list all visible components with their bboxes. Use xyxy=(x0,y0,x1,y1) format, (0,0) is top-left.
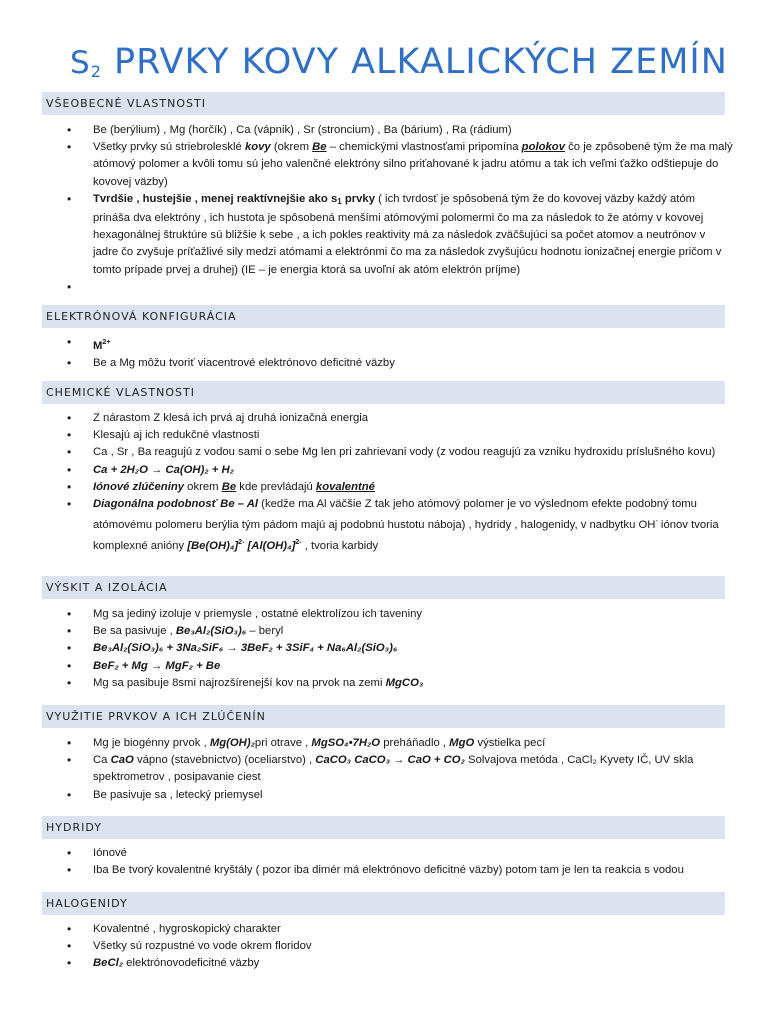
list-item-empty xyxy=(0,279,733,296)
section-list-halogenidy xyxy=(0,921,733,973)
list-item: • Klesajú aj ich redukčné vlastnosti xyxy=(0,427,733,444)
section-list-hydridy xyxy=(0,845,753,879)
title-text: PRVKY KOVY ALKALICKÝCH ZEMÍN xyxy=(114,42,728,82)
section-heading-vyskyt: VÝSKIT A IZOLÁCIA xyxy=(42,576,725,599)
section-heading-hydridy: HYDRIDY xyxy=(42,816,725,839)
page-title xyxy=(70,40,750,94)
list-item: • Ca CaO vápno (stavebnictvo) (oceliarstvo) , CaCO₃ CaCO₃ → CaO + CO₂ Solvajova metóda , CaCl₂ Kyvety IČ, UV skla spektrometrov , posipavanie ciest xyxy=(0,752,733,786)
list-item: • Mg sa jediný izoluje v priemysle , ostatné elektrolízou ich taveniny xyxy=(0,606,733,623)
list-item: • Be pasivuje sa , letecký priemysel xyxy=(0,787,733,804)
list-item: • Diagonálna podobnosť Be – Al (kedže ma Al väčšie Z tak jeho atómový polomer je vo výslednom efekte podobný tomu atómovému polomeru berýlia tým pádom majú aj podobnú hustotu náboja) , hydridy , halogenidy, v nadbytku OH- iónov tvoria komplexné anióny $[Be(OH)_4]^{2-}$ $[Al(OH)_4]^{2-}$ , tvoria karbidy xyxy=(0,496,733,556)
list-item: • Iónové xyxy=(0,845,733,862)
list-item: • Iónové zlúčeniny okrem Be kde prevládajú kovalentné xyxy=(0,479,733,496)
section-list-vyskyt xyxy=(0,606,733,692)
list-item: • Ca + 2H₂O → Ca(OH)₂ + H₂ xyxy=(0,462,733,479)
section-heading-vyuzitie: VYUŽITIE PRVKOV A ICH ZLÚČENÍN xyxy=(42,705,725,728)
list-item: • Iba Be tvorý kovalentné kryštály ( pozor iba dimér má elektrónovo deficitné väzby) potom tam je len ta reakcia s vodou xyxy=(0,862,753,879)
list-item: • Všetky sú rozpustné vo vode okrem floridov xyxy=(0,938,733,955)
list-item: • Mg je biogénny prvok , Mg(OH)₂pri otrave , MgSO₄•7H₂O preháňadlo , MgO výstielka pecí xyxy=(0,735,733,752)
list-item: • Be sa pasivuje , Be₃Al₂(SiO₃)₆ – beryl xyxy=(0,623,733,640)
section-heading-vseobecne: VŠEOBECNÉ VLASTNOSTI xyxy=(42,92,725,115)
list-item: • $M^{2+}$ xyxy=(0,334,733,355)
title-prefix: $S_2$ xyxy=(70,45,102,81)
section-heading-chemicke: CHEMICKÉ VLASTNOSTI xyxy=(42,381,725,404)
section-list-chemicke xyxy=(0,410,733,556)
section-list-vyuzitie xyxy=(0,735,733,804)
list-item: • BeF₂ + Mg → MgF₂ + Be xyxy=(0,658,733,675)
list-item: • Be a Mg môžu tvoriť viacentrové elektrónovo deficitné väzby xyxy=(0,355,733,372)
list-item: • Be (berýlium) , Mg (horčík) , Ca (vápnik) , Sr (stroncium) , Ba (bárium) , Ra (rádium) xyxy=(0,122,733,139)
list-item: • Be₃Al₂(SiO₃)₆ + 3Na₂SiF₆ → 3BeF₂ + 3SiF₄ + Na₆Al₂(SiO₃)₆ xyxy=(0,640,733,657)
list-item: • Kovalentné , hygroskopický charakter xyxy=(0,921,733,938)
section-list-elektronova xyxy=(0,334,733,372)
list-item: • BeCl₂ elektrónovodeficitné väzby xyxy=(0,955,733,972)
list-item: • Mg sa pasibuje 8smi najrozšírenejší kov na prvok na zemi MgCO₃ xyxy=(0,675,733,692)
list-item: • Ca , Sr , Ba reagujú z vodou sami o sebe Mg len pri zahrievani vody (z vodou reagujú za vzniku hydroxidu príslušného kovu) xyxy=(0,444,733,461)
list-item: • Z nárastom Z klesá ich prvá aj druhá ionizačná energia xyxy=(0,410,733,427)
section-heading-halogenidy: HALOGENIDY xyxy=(42,892,725,915)
list-item: • Tvrdšie , hustejšie , menej reaktívnejšie ako $s_1$ prvky ( ich tvrdosť je spôsobená tým že do kovovej väzby každý atóm prináša dva elektróny , ich hustota je spôsobená menšími atómovými polomermi čo ma za následok to že atómy v kovovej hexagonálnej štruktúre sú bližšie k sebe , a ich pokles reaktivity má za následok zväčšujúci sa počet atomov a neutrónov v jadre čo zvyšuje príťažlivé sily medzi atómami a elektrónmi čo ma za následok zvyšujúcu hodnotu ionizačnej energie pričom v tomto prípade prvej a druhej) (IE – je energia ktorá sa uvoľní ak atóm elektrón príjme) xyxy=(0,191,733,279)
section-list-vseobecne xyxy=(0,122,733,296)
list-item: • Všetky prvky sú striebrolesklé kovy (okrem Be – chemickými vlastnosťami pripomína polokov čo je zpôsobené tým že ma malý atómový polomer a kvôli tomu sú jeho valenčné elektróny silno priťahované k jadru atómu a tak ich veľmi ťažko odštiepuje do kovovej väzby) xyxy=(0,139,733,191)
section-heading-elektronova: ELEKTRÓNOVÁ KONFIGURÁCIA xyxy=(42,305,725,328)
